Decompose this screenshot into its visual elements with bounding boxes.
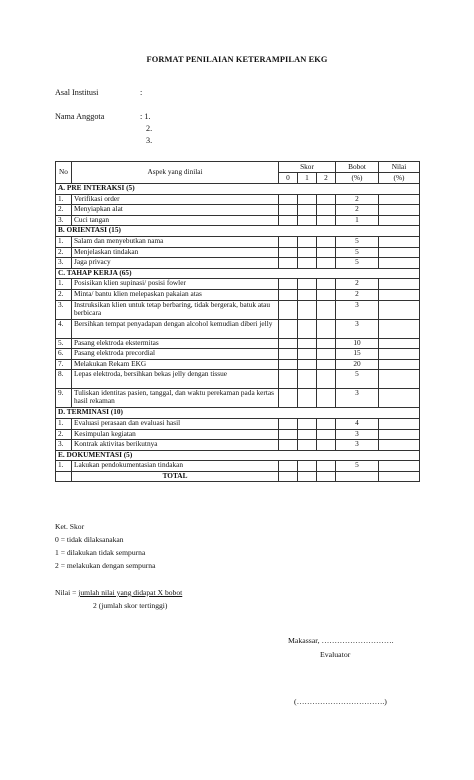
score-cell-1[interactable] bbox=[298, 300, 317, 319]
row-value-cell[interactable] bbox=[379, 194, 420, 205]
score-cell-1[interactable] bbox=[298, 194, 317, 205]
header-score-1: 1 bbox=[298, 173, 317, 184]
row-aspect: Kesimpulan kegiatan bbox=[72, 429, 279, 440]
total-score-1[interactable] bbox=[298, 471, 317, 482]
score-cell-0[interactable] bbox=[279, 319, 298, 338]
score-cell-1[interactable] bbox=[298, 389, 317, 408]
score-cell-0[interactable] bbox=[279, 359, 298, 370]
score-cell-2[interactable] bbox=[317, 338, 336, 349]
section-row bbox=[56, 450, 420, 461]
score-cell-0[interactable] bbox=[279, 236, 298, 247]
score-cell-0[interactable] bbox=[279, 247, 298, 258]
total-score-0[interactable] bbox=[279, 471, 298, 482]
table-row bbox=[56, 258, 420, 269]
score-legend bbox=[55, 520, 155, 572]
table-row bbox=[56, 205, 420, 216]
score-cell-1[interactable] bbox=[298, 349, 317, 360]
signature-name-line: (…………………………….) bbox=[294, 697, 387, 706]
score-cell-1[interactable] bbox=[298, 440, 317, 451]
row-number: 3. bbox=[56, 440, 72, 451]
score-cell-1[interactable] bbox=[298, 289, 317, 300]
row-weight: 1 bbox=[336, 215, 379, 226]
table-row bbox=[56, 319, 420, 338]
score-cell-0[interactable] bbox=[279, 440, 298, 451]
row-weight: 3 bbox=[336, 440, 379, 451]
score-cell-2[interactable] bbox=[317, 289, 336, 300]
table-row bbox=[56, 215, 420, 226]
score-legend-heading: Ket. Skor bbox=[55, 522, 85, 531]
row-value-cell[interactable] bbox=[379, 289, 420, 300]
table-row bbox=[56, 370, 420, 389]
row-number: 9. bbox=[56, 389, 72, 408]
row-number: 3. bbox=[56, 258, 72, 269]
row-aspect: Cuci tangan bbox=[72, 215, 279, 226]
row-value-cell[interactable] bbox=[379, 440, 420, 451]
table-row bbox=[56, 338, 420, 349]
score-cell-0[interactable] bbox=[279, 370, 298, 389]
institution-colon: : bbox=[140, 88, 143, 97]
row-aspect: Posisikan klien supinasi/ posisi fowler bbox=[72, 279, 279, 290]
score-cell-2[interactable] bbox=[317, 319, 336, 338]
row-aspect: Pasang elektroda ekstermitas bbox=[72, 338, 279, 349]
row-aspect: Instruksikan klien untuk tetap berbaring, tidak bergerak, batuk atau berbicara bbox=[72, 300, 279, 319]
score-cell-2[interactable] bbox=[317, 258, 336, 269]
table-row bbox=[56, 359, 420, 370]
header-weight: Bobot bbox=[336, 162, 379, 173]
signature-place-date: Makassar, ………………………. bbox=[288, 636, 394, 645]
score-cell-1[interactable] bbox=[298, 461, 317, 472]
score-cell-0[interactable] bbox=[279, 300, 298, 319]
row-weight: 2 bbox=[336, 279, 379, 290]
score-cell-2[interactable] bbox=[317, 429, 336, 440]
assessment-table bbox=[55, 161, 420, 482]
score-cell-1[interactable] bbox=[298, 370, 317, 389]
row-weight: 2 bbox=[336, 289, 379, 300]
row-value-cell[interactable] bbox=[379, 300, 420, 319]
row-weight: 5 bbox=[336, 461, 379, 472]
row-aspect: Kontrak aktivitas berikutnya bbox=[72, 440, 279, 451]
row-value-cell[interactable] bbox=[379, 461, 420, 472]
score-cell-1[interactable] bbox=[298, 258, 317, 269]
section-row bbox=[56, 408, 420, 419]
row-number: 5. bbox=[56, 338, 72, 349]
score-cell-2[interactable] bbox=[317, 300, 336, 319]
formula-numerator: jumlah nilai yang didapat X bobot bbox=[78, 588, 183, 597]
row-value-cell[interactable] bbox=[379, 359, 420, 370]
institution-label: Asal Institusi bbox=[55, 88, 99, 97]
table-row bbox=[56, 300, 420, 319]
formula-prefix: Nilai = bbox=[55, 588, 79, 597]
row-weight: 4 bbox=[336, 418, 379, 429]
score-cell-0[interactable] bbox=[279, 258, 298, 269]
score-cell-1[interactable] bbox=[298, 279, 317, 290]
row-number: 2. bbox=[56, 429, 72, 440]
row-value-cell[interactable] bbox=[379, 370, 420, 389]
score-cell-0[interactable] bbox=[279, 389, 298, 408]
row-value-cell[interactable] bbox=[379, 247, 420, 258]
header-score: Skor bbox=[279, 162, 336, 173]
row-aspect: Evaluasi perasaan dan evaluasi hasil bbox=[72, 418, 279, 429]
row-aspect: Pasang elektroda precordial bbox=[72, 349, 279, 360]
header-aspect: Aspek yang dinilai bbox=[72, 162, 279, 184]
score-legend-item: 1 = dilakukan tidak sempurna bbox=[55, 548, 146, 557]
score-cell-2[interactable] bbox=[317, 370, 336, 389]
row-number: 1. bbox=[56, 194, 72, 205]
row-value-cell[interactable] bbox=[379, 258, 420, 269]
score-cell-1[interactable] bbox=[298, 247, 317, 258]
score-cell-1[interactable] bbox=[298, 236, 317, 247]
score-cell-2[interactable] bbox=[317, 279, 336, 290]
table-row bbox=[56, 236, 420, 247]
row-value-cell[interactable] bbox=[379, 205, 420, 216]
total-value[interactable] bbox=[379, 471, 420, 482]
row-aspect: Bersihkan tempat penyadapan dengan alcohol kemudian diberi jelly bbox=[72, 319, 279, 338]
row-value-cell[interactable] bbox=[379, 319, 420, 338]
row-number: 2. bbox=[56, 205, 72, 216]
row-number: 7. bbox=[56, 359, 72, 370]
row-number: 1. bbox=[56, 461, 72, 472]
score-cell-1[interactable] bbox=[298, 359, 317, 370]
row-weight: 20 bbox=[336, 359, 379, 370]
row-value-cell[interactable] bbox=[379, 279, 420, 290]
score-cell-0[interactable] bbox=[279, 349, 298, 360]
table-row bbox=[56, 279, 420, 290]
row-number: 8. bbox=[56, 370, 72, 389]
header-value: Nilai bbox=[379, 162, 420, 173]
score-cell-2[interactable] bbox=[317, 389, 336, 408]
score-cell-2[interactable] bbox=[317, 349, 336, 360]
section-title: E. DOKUMENTASI (5) bbox=[56, 450, 420, 461]
row-number: 1. bbox=[56, 236, 72, 247]
row-value-cell[interactable] bbox=[379, 215, 420, 226]
members-label: Nama Anggota bbox=[55, 112, 105, 121]
row-weight: 10 bbox=[336, 338, 379, 349]
row-weight: 15 bbox=[336, 349, 379, 360]
score-legend-item: 0 = tidak dilaksanakan bbox=[55, 535, 124, 544]
row-aspect: Verifikasi order bbox=[72, 194, 279, 205]
row-number: 2. bbox=[56, 289, 72, 300]
table-body bbox=[56, 184, 420, 482]
row-number: 4. bbox=[56, 319, 72, 338]
row-weight: 3 bbox=[336, 300, 379, 319]
total-row bbox=[56, 471, 420, 482]
row-aspect: Salam dan menyebutkan nama bbox=[72, 236, 279, 247]
row-weight: 5 bbox=[336, 258, 379, 269]
table-row bbox=[56, 289, 420, 300]
score-formula bbox=[55, 586, 182, 612]
score-cell-1[interactable] bbox=[298, 418, 317, 429]
row-weight: 5 bbox=[336, 370, 379, 389]
row-value-cell[interactable] bbox=[379, 418, 420, 429]
row-value-cell[interactable] bbox=[379, 338, 420, 349]
score-cell-2[interactable] bbox=[317, 359, 336, 370]
score-cell-2[interactable] bbox=[317, 236, 336, 247]
member-2: 2. bbox=[146, 124, 153, 133]
member-1: : 1. bbox=[140, 112, 151, 121]
header-weight-unit: (%) bbox=[336, 173, 379, 184]
score-cell-1[interactable] bbox=[298, 205, 317, 216]
header-score-2: 2 bbox=[317, 173, 336, 184]
score-cell-0[interactable] bbox=[279, 205, 298, 216]
total-score-2[interactable] bbox=[317, 471, 336, 482]
score-cell-1[interactable] bbox=[298, 215, 317, 226]
score-cell-0[interactable] bbox=[279, 418, 298, 429]
score-cell-2[interactable] bbox=[317, 205, 336, 216]
score-cell-1[interactable] bbox=[298, 319, 317, 338]
row-number: 1. bbox=[56, 279, 72, 290]
score-cell-0[interactable] bbox=[279, 194, 298, 205]
section-title: D. TERMINASI (10) bbox=[56, 408, 420, 419]
form-title: FORMAT PENILAIAN KETERAMPILAN EKG bbox=[146, 55, 328, 64]
table-row bbox=[56, 389, 420, 408]
row-aspect: Menjelaskan tindakan bbox=[72, 247, 279, 258]
score-legend-item: 2 = melakukan dengan sempurna bbox=[55, 561, 156, 570]
row-value-cell[interactable] bbox=[379, 429, 420, 440]
total-weight bbox=[336, 471, 379, 482]
row-weight: 3 bbox=[336, 389, 379, 408]
score-cell-2[interactable] bbox=[317, 247, 336, 258]
score-cell-0[interactable] bbox=[279, 461, 298, 472]
row-weight: 2 bbox=[336, 205, 379, 216]
table-row bbox=[56, 440, 420, 451]
score-cell-0[interactable] bbox=[279, 429, 298, 440]
score-cell-1[interactable] bbox=[298, 429, 317, 440]
table-row bbox=[56, 461, 420, 472]
row-weight: 3 bbox=[336, 429, 379, 440]
table-row bbox=[56, 429, 420, 440]
score-cell-0[interactable] bbox=[279, 215, 298, 226]
formula-denominator: 2 (jumlah skor tertinggi) bbox=[93, 601, 168, 610]
table-row bbox=[56, 418, 420, 429]
score-cell-0[interactable] bbox=[279, 289, 298, 300]
score-cell-2[interactable] bbox=[317, 461, 336, 472]
table-row bbox=[56, 247, 420, 258]
header-no: No bbox=[56, 162, 72, 184]
row-value-cell[interactable] bbox=[379, 349, 420, 360]
row-value-cell[interactable] bbox=[379, 236, 420, 247]
header-score-0: 0 bbox=[279, 173, 298, 184]
member-3: 3. bbox=[146, 136, 153, 145]
row-number: 1. bbox=[56, 418, 72, 429]
row-weight: 3 bbox=[336, 319, 379, 338]
section-row bbox=[56, 184, 420, 195]
score-cell-2[interactable] bbox=[317, 215, 336, 226]
row-aspect: Melakukan Rekam EKG bbox=[72, 359, 279, 370]
row-number: 3. bbox=[56, 300, 72, 319]
table-row bbox=[56, 194, 420, 205]
score-cell-0[interactable] bbox=[279, 338, 298, 349]
score-cell-0[interactable] bbox=[279, 279, 298, 290]
score-cell-2[interactable] bbox=[317, 418, 336, 429]
row-aspect: Minta/ bantu klien melepaskan pakaian atas bbox=[72, 289, 279, 300]
section-row bbox=[56, 226, 420, 237]
header-value-unit: (%) bbox=[379, 173, 420, 184]
signature-role: Evaluator bbox=[320, 650, 351, 659]
table-row bbox=[56, 349, 420, 360]
row-value-cell[interactable] bbox=[379, 389, 420, 408]
section-row bbox=[56, 268, 420, 279]
section-title: B. ORIENTASI (15) bbox=[56, 226, 420, 237]
row-weight: 5 bbox=[336, 247, 379, 258]
total-label: TOTAL bbox=[72, 471, 279, 482]
total-empty-no bbox=[56, 471, 72, 482]
section-title: A. PRE INTERAKSI (5) bbox=[56, 184, 420, 195]
row-number: 6. bbox=[56, 349, 72, 360]
score-cell-2[interactable] bbox=[317, 194, 336, 205]
row-number: 3. bbox=[56, 215, 72, 226]
score-cell-2[interactable] bbox=[317, 440, 336, 451]
row-aspect: Lakukan pendokumentasian tindakan bbox=[72, 461, 279, 472]
row-aspect: Jaga privacy bbox=[72, 258, 279, 269]
row-weight: 2 bbox=[336, 194, 379, 205]
row-aspect: Tuliskan identitas pasien, tanggal, dan waktu perekaman pada kertas hasil rekaman bbox=[72, 389, 279, 408]
row-aspect: Lepas elektroda, bersihkan bekas jelly dengan tissue bbox=[72, 370, 279, 389]
row-aspect: Menyiapkan alat bbox=[72, 205, 279, 216]
row-weight: 5 bbox=[336, 236, 379, 247]
section-title: C. TAHAP KERJA (65) bbox=[56, 268, 420, 279]
score-cell-1[interactable] bbox=[298, 338, 317, 349]
row-number: 2. bbox=[56, 247, 72, 258]
